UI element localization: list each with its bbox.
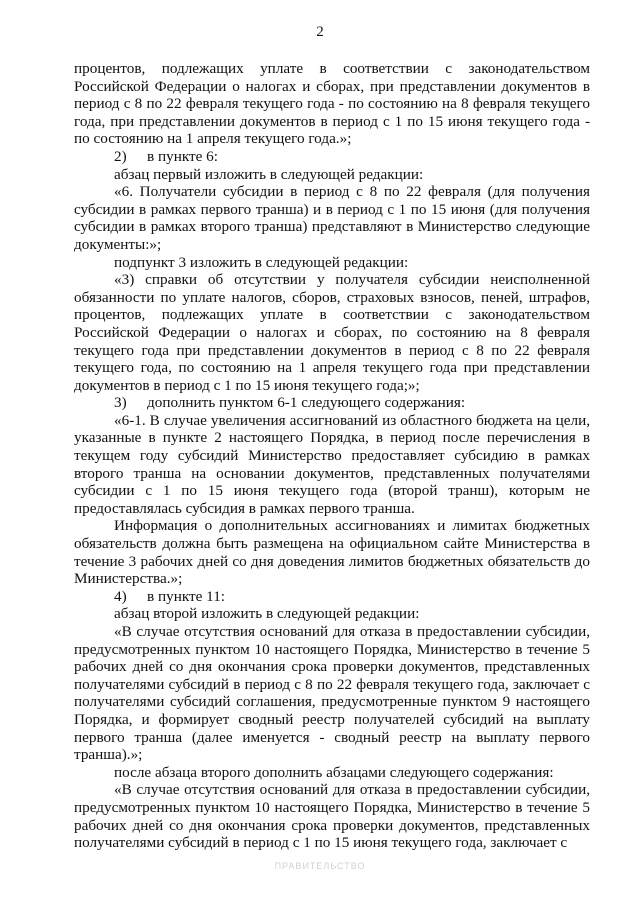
list-item-text: в пункте 6:	[147, 147, 218, 165]
paragraph: подпункт 3 изложить в следующей редакции:	[114, 253, 409, 271]
list-item-number: 2)	[114, 147, 127, 165]
list-item-number: 4)	[114, 587, 127, 605]
list-item-text: дополнить пунктом 6-1 следующего содержания:	[147, 394, 466, 412]
paragraph: Информация о дополнительных ассигнованиях и лимитах бюджетных обязательств должна быть размещена на официальном сайте Министерства в течение 3 рабочих дней со дня доведения лимитов бюджетных обязательств до Министерства.»;	[74, 517, 590, 588]
paragraph: «В случае отсутствия оснований для отказа в предоставлении субсидии, предусмотренных пунктом 10 настоящего Порядка, Министерство в течение 5 рабочих дней со дня окончания срока проверки документов, представленных получателями субсидий в период с 1 по 15 июня текущего года, заключает с	[74, 781, 590, 852]
paragraph: «6-1. В случае увеличения ассигнований из областного бюджета на цели, указанные в пункте 2 настоящего Порядка, в период после перечисления в текущем году субсидий Министерство предоставляет субсидию в рамках второго транша на основании документов, представленных получателями субсидии с 1 по 15 июня текущего года (второй транш), которым не предоставлялась субсидия в рамках первого транша.	[74, 411, 590, 517]
list-item	[74, 148, 590, 166]
paragraph: абзац второй изложить в следующей редакции:	[114, 605, 420, 623]
stamp-text: ПРАВИТЕЛЬСТВО	[274, 861, 366, 871]
paragraph: «3) справки об отсутствии у получателя субсидии неисполненной обязанности по уплате налогов, сборов, страховых взносов, пеней, штрафов, процентов, подлежащих уплате в соответствии с законодательством Российской Федерации о налогах и сборах, по состоянию на 8 февраля текущего года при представлении документов в период с 8 по 22 февраля текущего года, по состоянию на 1 апреля текущего года при представлении документов в период с 1 по 15 июня текущего года;»;	[74, 271, 590, 394]
list-item-text: в пункте 11:	[147, 587, 226, 605]
paragraph: «В случае отсутствия оснований для отказа в предоставлении субсидии, предусмотренных пунктом 10 настоящего Порядка, Министерство в течение 5 рабочих дней со дня окончания срока проверки документов, представленных получателями субсидий в период с 8 по 22 февраля текущего года, заключает с получателями субсидий соглашения, предусмотренные пунктом 9 настоящего Порядка, и формирует сводный реестр получателей субсидий на выплату первого транша (далее именуется - сводный реестр на выплату первого транша).»;	[74, 623, 590, 764]
paragraph: «6. Получатели субсидии в период с 8 по 22 февраля (для получения субсидии в рамках первого транша) и в период с 1 по 15 июня (для получения субсидии в рамках второго транша) представляют в Министерство следующие документы:»;	[74, 183, 590, 253]
paragraph: абзац первый изложить в следующей редакции:	[114, 165, 424, 183]
page-number: 2	[316, 24, 324, 40]
paragraph: процентов, подлежащих уплате в соответствии с законодательством Российской Федерации о налогах и сборах, при представлении документов в период с 8 по 22 февраля текущего года - по состоянию на 8 февраля текущего года, при представлении документов в период с 1 по 15 июня текущего года - по состоянию на 1 апреля текущего года.»;	[74, 60, 590, 148]
document-body	[74, 60, 590, 852]
list-item	[74, 394, 590, 412]
list-item-number: 3)	[114, 394, 127, 412]
paragraph: после абзаца второго дополнить абзацами следующего содержания:	[114, 763, 554, 781]
faint-stamp-watermark	[265, 858, 375, 886]
list-item	[74, 588, 590, 606]
